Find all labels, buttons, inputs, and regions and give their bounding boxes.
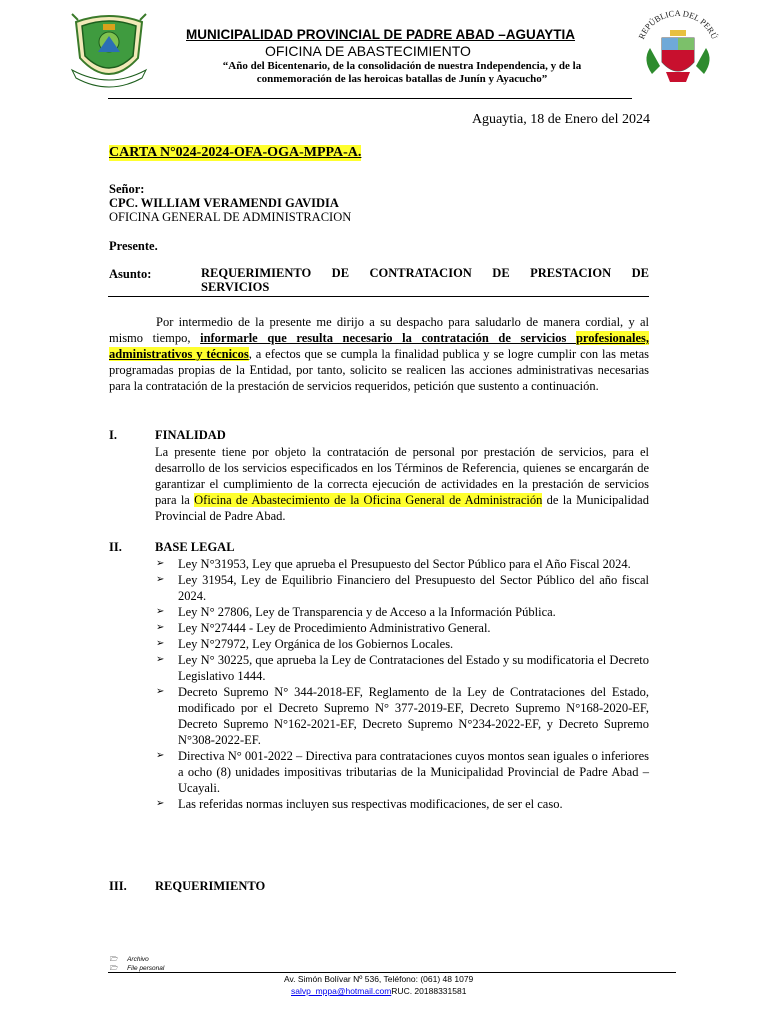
intro-paragraph (109, 314, 649, 394)
footer-contact (291, 986, 466, 996)
legal-basis-list (156, 556, 649, 812)
legal-basis-text: Ley N° 30225, que aprueba la Ley de Contrataciones del Estado y su modificatoria el Decreto Legislativo 1444. (178, 653, 649, 683)
section-1-text (155, 444, 649, 524)
folder-icon: 🗁 (110, 965, 119, 972)
legal-basis-item (156, 748, 649, 796)
asunto-text (201, 266, 649, 294)
intro-part1: Por intermedio de la presente me dirijo a su despacho para saludarlo de manera cordial, y al mismo tiempo, (109, 315, 649, 345)
asunto-line2: SERVICIOS (201, 280, 270, 294)
legal-basis-item (156, 652, 649, 684)
section-2-number: II. (109, 540, 122, 554)
legal-basis-item (156, 796, 649, 812)
legal-basis-item (156, 636, 649, 652)
header-divider (108, 98, 632, 99)
legal-basis-text: Las referidas normas incluyen sus respectivas modificaciones, de ser el caso. (178, 797, 563, 811)
legal-basis-text: Decreto Supremo N° 344-2018-EF, Reglamento de la Ley de Contrataciones del Estado, modificado por el Decreto Supremo N° 377-2019-EF, Decreto Supremo N°168-2020-EF, Decreto Supremo N°162-2021-EF, Decreto Supremo N°234-2022-EF, y Decreto Supremo N°308-2022-EF. (178, 685, 649, 747)
letter-date: Aguaytia, 18 de Enero del 2024 (471, 112, 650, 127)
archivo-entry (110, 955, 164, 964)
legal-basis-item (156, 556, 649, 572)
legal-basis-text: Ley N°31953, Ley que aprueba el Presupuesto del Sector Público para el Año Fiscal 2024. (178, 557, 631, 571)
arrow-bullet-icon: ➢ (156, 798, 165, 809)
archivo-label: Archivo (127, 956, 149, 963)
legal-basis-text: Directiva N° 001-2022 – Directiva para contrataciones cuyos montos sean iguales o inferiores a ocho (8) unidades impositivas tributarias de la Municipalidad Provincial de Padre Abad – Ucayali. (178, 749, 649, 795)
salutation: Señor: (109, 182, 145, 196)
legal-basis-item (156, 620, 649, 636)
footer-address: Av. Simón Bolívar Nº 536, Teléfono: (061) 48 1079 (284, 974, 474, 984)
arrow-bullet-icon: ➢ (156, 654, 165, 665)
footer-email-link[interactable]: salvp_mppa@hotmail.com (291, 986, 392, 996)
arrow-bullet-icon: ➢ (156, 574, 165, 585)
section-1-number: I. (109, 428, 117, 442)
legal-basis-item (156, 572, 649, 604)
arrow-bullet-icon: ➢ (156, 606, 165, 617)
legal-basis-text: Ley N°27972, Ley Orgánica de los Gobiernos Locales. (178, 637, 454, 651)
year-motto-line2: conmemoración de las heroicas batallas de Junín y Ayacucho” (256, 73, 548, 85)
legal-basis-item (156, 604, 649, 620)
arrow-bullet-icon: ➢ (156, 622, 165, 633)
intro-part2: , a efectos que se cumpla la finalidad publica y se logre cumplir con las metas programadas propias de la Entidad, por tanto, solicito se realicen las acciones administrativas necesarias para la contratación de la prestación de servicios requeridos, petición que sustento a continuación. (109, 347, 649, 393)
section-3-title: REQUERIMIENTO (155, 879, 266, 893)
footer-distribution (110, 955, 164, 973)
recipient-office: OFICINA GENERAL DE ADMINISTRACION (109, 210, 352, 224)
section-1-highlight: Oficina de Abastecimiento de la Oficina General de Administración (194, 493, 543, 507)
legal-basis-text: Ley 31954, Ley de Equilibrio Financiero del Presupuesto del Sector Público del año fiscal 2024. (178, 573, 649, 603)
arrow-bullet-icon: ➢ (156, 638, 165, 649)
footer-ruc: RUC. 20188331581 (391, 986, 467, 996)
municipal-logo (68, 12, 150, 88)
section-3-number: III. (109, 879, 127, 893)
legal-basis-text: Ley N° 27806, Ley de Transparencia y de Acceso a la Información Pública. (178, 605, 556, 619)
intro-highlight: profesionales, administrativos y técnicos (109, 331, 650, 361)
legal-basis-text: Ley N°27444 - Ley de Procedimiento Administrativo General. (178, 621, 491, 635)
footer-divider (108, 972, 676, 973)
peru-coat-of-arms-logo (632, 10, 724, 86)
year-motto-line1: “Año del Bicentenario, de la consolidación de nuestra Independencia, y de la (222, 60, 582, 72)
arrow-bullet-icon: ➢ (156, 558, 165, 569)
folder-icon: 🗁 (110, 956, 119, 963)
asunto-divider (108, 296, 649, 297)
section-1-text1: La presente tiene por objeto la contratación de personal por prestación de servicios, para el desarrollo de los servicios especificados en los Términos de Referencia, quienes se encargarán de garantizar el cumplimiento de la correcta ejecución de actividades en la prestación de servicios para la (155, 445, 649, 507)
legal-basis-item (156, 684, 649, 748)
presente: Presente. (109, 239, 158, 253)
section-1-text2: de la Municipalidad Provincial de Padre Abad. (155, 493, 649, 523)
municipality-title: MUNICIPALIDAD PROVINCIAL DE PADRE ABAD –AGUAYTIA (186, 27, 576, 42)
letter-number: CARTA N°024-2024-OFA-OGA-MPPA-A. (109, 145, 362, 160)
section-2-title: BASE LEGAL (155, 540, 235, 554)
intro-bold: informarle que resulta necesario la contratación de servicios (200, 331, 576, 345)
svg-text:REPÚBLICA DEL PERÚ: REPÚBLICA DEL PERÚ (636, 10, 720, 41)
office-name: OFICINA DE ABASTECIMIENTO (265, 43, 471, 59)
section-1-title: FINALIDAD (155, 428, 226, 442)
year-motto (212, 60, 592, 86)
file-personal-label: File personal (127, 965, 165, 972)
asunto-line1: REQUERIMIENTO DE CONTRATACION DE PRESTACION DE (201, 266, 649, 280)
arrow-bullet-icon: ➢ (156, 750, 165, 761)
recipient-name: CPC. WILLIAM VERAMENDI GAVIDIA (109, 196, 339, 210)
asunto-label: Asunto: (109, 267, 152, 281)
arrow-bullet-icon: ➢ (156, 686, 165, 697)
